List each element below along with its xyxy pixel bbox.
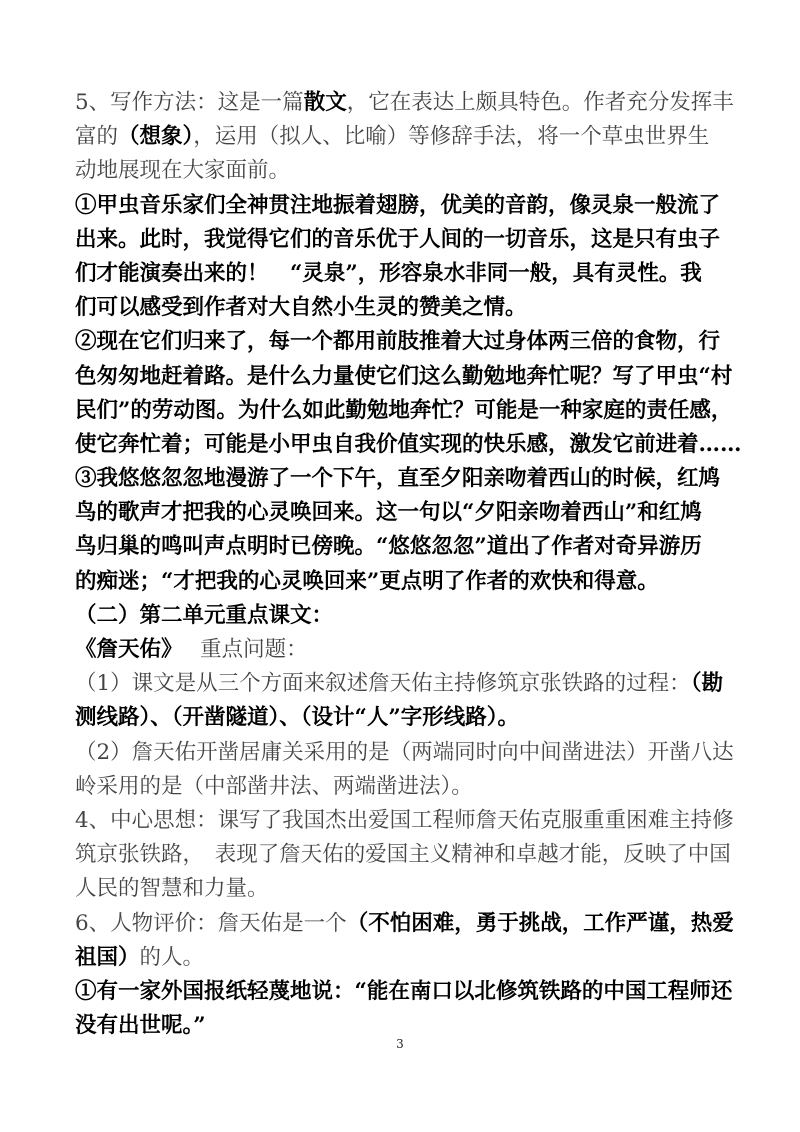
text-segment: ①有一家外国报纸轻蔑地说：“能在南口以北修筑铁路的中国工程师还 (75, 978, 733, 1004)
text-line (75, 701, 735, 735)
text-segment: ②现在它们归来了，每一个都用前肢推着大过身体两三倍的食物，行 (75, 329, 721, 355)
text-line (75, 394, 735, 428)
text-line (75, 257, 735, 291)
text-line (75, 189, 735, 223)
text-segment: 鸟归巢的鸣叫声点明时已傍晚。“悠悠忽忽”道出了作者对奇异游历 (75, 534, 702, 560)
text-line (75, 360, 735, 394)
text-segment: 鸟的歌声才把我的心灵唤回来。这一句以“夕阳亲吻着西山”和红鸠 (75, 500, 702, 526)
text-segment: ，它在表达上颇具特色。作者充分发挥丰 (346, 90, 734, 115)
text-line (75, 291, 735, 325)
text-line (75, 633, 735, 667)
text-segment: 动地展现在大家面前。 (75, 158, 291, 184)
text-segment: 的人。 (139, 944, 205, 970)
text-segment: 民们”的劳动图。为什么如此勤勉地奔忙？可能是一种家庭的责任感， (75, 397, 733, 423)
text-segment: 们才能演奏出来的！ “灵泉”，形容泉水非同一般，具有灵性。我 (75, 260, 702, 286)
text-line (75, 975, 735, 1009)
text-line (75, 120, 735, 154)
text-segment: 使它奔忙着；可能是小甲虫自我价值实现的快乐感，激发它前进着…… (75, 431, 742, 457)
text-line (75, 907, 735, 941)
text-line (75, 86, 735, 120)
text-segment: （2）詹天佑开凿居庸关采用的是（两端同时向中间凿进法）开凿八达 (75, 739, 734, 765)
text-segment: 筑京张铁路， 表现了詹天佑的爱国主义精神和卓越才能，反映了中国 (75, 842, 731, 868)
text-segment: （勘 (690, 671, 723, 697)
text-line (75, 736, 735, 770)
text-segment: ①甲虫音乐家们全神贯注地振着翅膀，优美的音韵，像灵泉一般流了 (75, 192, 721, 218)
text-segment: 们可以感受到作者对大自然小生灵的赞美之情。 (75, 295, 527, 321)
text-segment: （二）第二单元重点课文： (75, 602, 334, 628)
text-segment: 没有出世呢。” (75, 1013, 206, 1039)
text-segment: 重点问题： (171, 637, 308, 662)
text-line (75, 667, 735, 701)
document-body (75, 86, 742, 1043)
text-line (75, 462, 735, 496)
text-line (75, 599, 735, 633)
text-line (75, 770, 735, 804)
text-line (75, 838, 735, 872)
text-segment: 测线路）、（开凿隧道）、（设计“人”字形线路）。 (75, 705, 519, 731)
text-segment: ，运用（拟人、比喻）等修辞手法，将一个草虫世界生 (193, 124, 710, 150)
text-line (75, 428, 742, 462)
text-line (75, 530, 735, 564)
text-segment: 人民的智慧和力量。 (75, 876, 269, 902)
text-line (75, 804, 735, 838)
text-segment: 6、人物评价：詹天佑是一个 (75, 910, 347, 936)
text-segment: 祖国） (75, 944, 140, 970)
text-segment: ③我悠悠忽忽地漫游了一个下午，直至夕阳亲吻着西山的时候，红鸠 (75, 466, 721, 492)
text-segment: 的痴迷；“才把我的心灵唤回来”更点明了作者的欢快和得意。 (75, 568, 659, 594)
text-line (75, 223, 735, 257)
text-segment: 4、中心思想：课写了我国杰出爱国工程师詹天佑克服重重困难主持修 (75, 807, 734, 833)
text-line (75, 325, 735, 359)
text-segment: 《詹天佑》 (75, 637, 172, 662)
text-line (75, 872, 735, 906)
page-number: 3 (396, 1037, 404, 1051)
text-segment: （想象） (118, 124, 194, 150)
text-segment: 色匆匆地赶着路。是什么力量使它们这么勤勉地奔忙呢？写了甲虫“村 (75, 363, 733, 389)
text-line (75, 565, 735, 599)
text-line (75, 154, 735, 188)
text-segment: 岭采用的是（中部凿井法、两端凿进法）。 (75, 773, 473, 799)
text-segment: 富的 (75, 124, 119, 150)
text-segment: （1）课文是从三个方面来叙述詹天佑主持修筑京张铁路的过程： (75, 671, 691, 697)
text-segment: 5、写作方法：这是一篇 (75, 90, 304, 115)
text-segment: 散文 (303, 90, 347, 115)
text-line (75, 496, 735, 530)
text-line (75, 941, 735, 975)
text-segment: 出来。此时，我觉得它们的音乐优于人间的一切音乐，这是只有虫子 (75, 226, 721, 252)
text-segment: （不怕困难，勇于挑战，工作严谨，热爱 (346, 910, 734, 936)
